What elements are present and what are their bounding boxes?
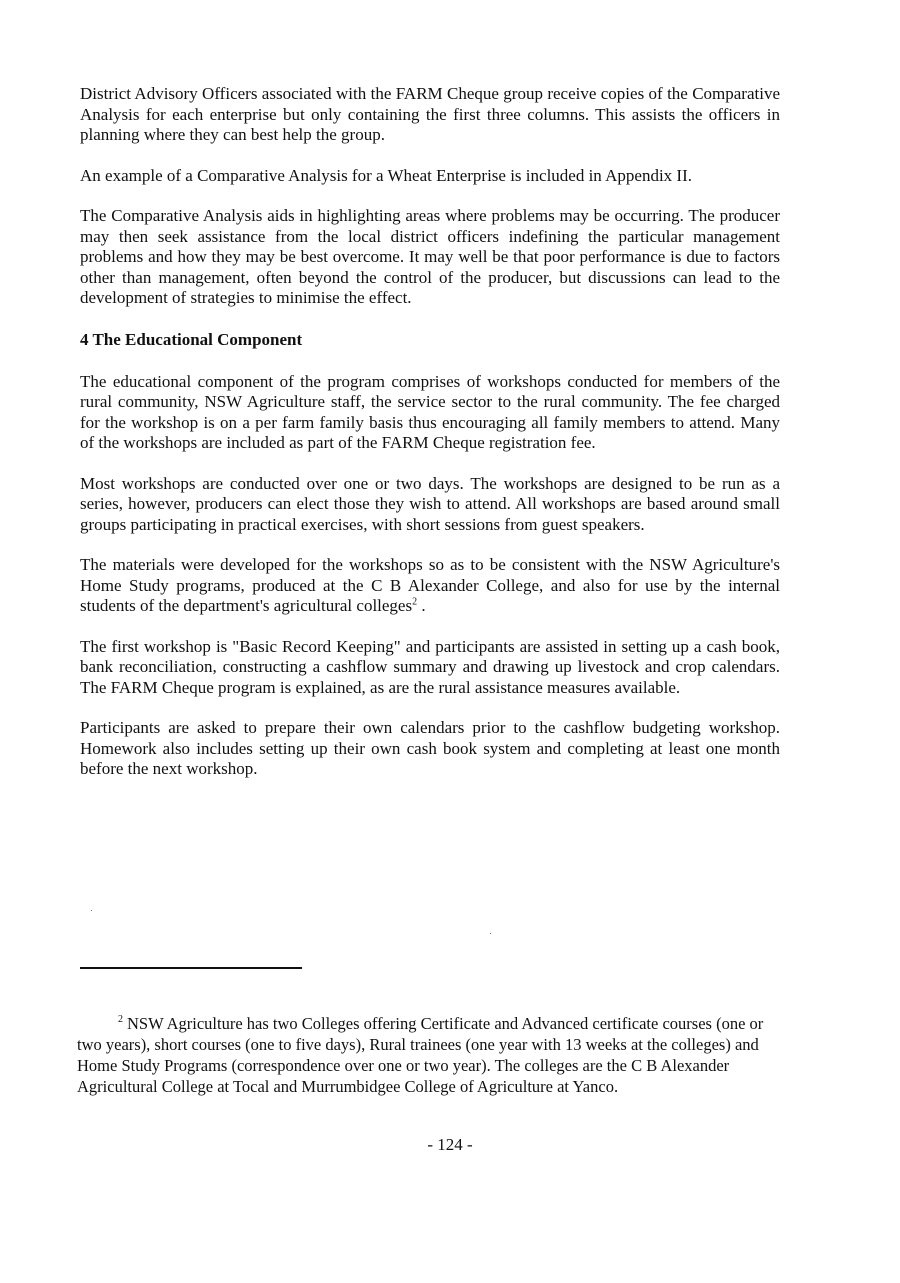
footnote-reference: 2: [412, 596, 418, 608]
section-heading: 4 The Educational Component: [80, 329, 303, 349]
footnote-mark: 2: [118, 1014, 123, 1025]
footnote: [77, 1009, 777, 1097]
paragraph-first-workshop: The first workshop is "Basic Record Keeping" and participants are assisted in setting up a cash book, bank reconciliation, constructing a cashflow summary and drawing up livestock and crop calendars. The FARM Cheque program is explained, as are the rural assistance measures available.: [80, 636, 780, 697]
paragraph-district-advisory: District Advisory Officers associated with the FARM Cheque group receive copies of the Comparative Analysis for each enterprise but only containing the first three columns. This assists the officers in planning where they can best help the group.: [80, 84, 780, 144]
paragraph-appendix-example: An example of a Comparative Analysis for a Wheat Enterprise is included in Appendix II.: [80, 165, 692, 185]
paragraph-participants: Participants are asked to prepare their own calendars prior to the cashflow budgeting workshop. Homework also includes setting up their own cash book system and completing at least one month before the next workshop.: [80, 718, 780, 778]
scan-speck: [91, 910, 92, 911]
paragraph-comparative-analysis: The Comparative Analysis aids in highlighting areas where problems may be occurring. The producer may then seek assistance from the local district officers indefining the particular management problems and how they may be best overcome. It may well be that poor performance is due to factors other than management, often beyond the control of the producer, but discussions can lead to the development of strategies to minimise the effect.: [80, 206, 780, 307]
materials-text: The materials were developed for the workshops so as to be consistent with the NSW Agriculture's Home Study programs, produced at the C B Alexander College, and also for use by the internal students of the department's agricultural colleges: [80, 555, 780, 615]
page-number: - 124 -: [427, 1135, 473, 1154]
footnote-divider: [80, 967, 302, 969]
materials-period: .: [421, 596, 426, 615]
footnote-text: NSW Agriculture has two Colleges offering Certificate and Advanced certificate courses (one or two years), short courses (one to five days), Rural trainees (one year with 13 weeks at the colleges) and Home Study Programs (correspondence over one or two year). The colleges are the C B Alexander Agricultural College at Tocal and Murrumbidgee College of Agriculture at Yanco.: [77, 1014, 764, 1096]
paragraph-educational-component: The educational component of the program comprises of workshops conducted for members of the rural community, NSW Agriculture staff, the service sector to the rural community. The fee charged for the workshop is on a per farm family basis thus encouraging all family members to attend. Many of the workshops are included as part of the FARM Cheque registration fee.: [80, 371, 780, 452]
document-page: [80, 84, 780, 800]
scan-speck: [490, 933, 491, 934]
paragraph-workshop-duration: Most workshops are conducted over one or two days. The workshops are designed to be run as a series, however, producers can elect those they wish to attend. All workshops are based around small groups participating in practical exercises, with short sessions from guest speakers.: [80, 473, 780, 534]
paragraph-materials: [80, 555, 780, 617]
